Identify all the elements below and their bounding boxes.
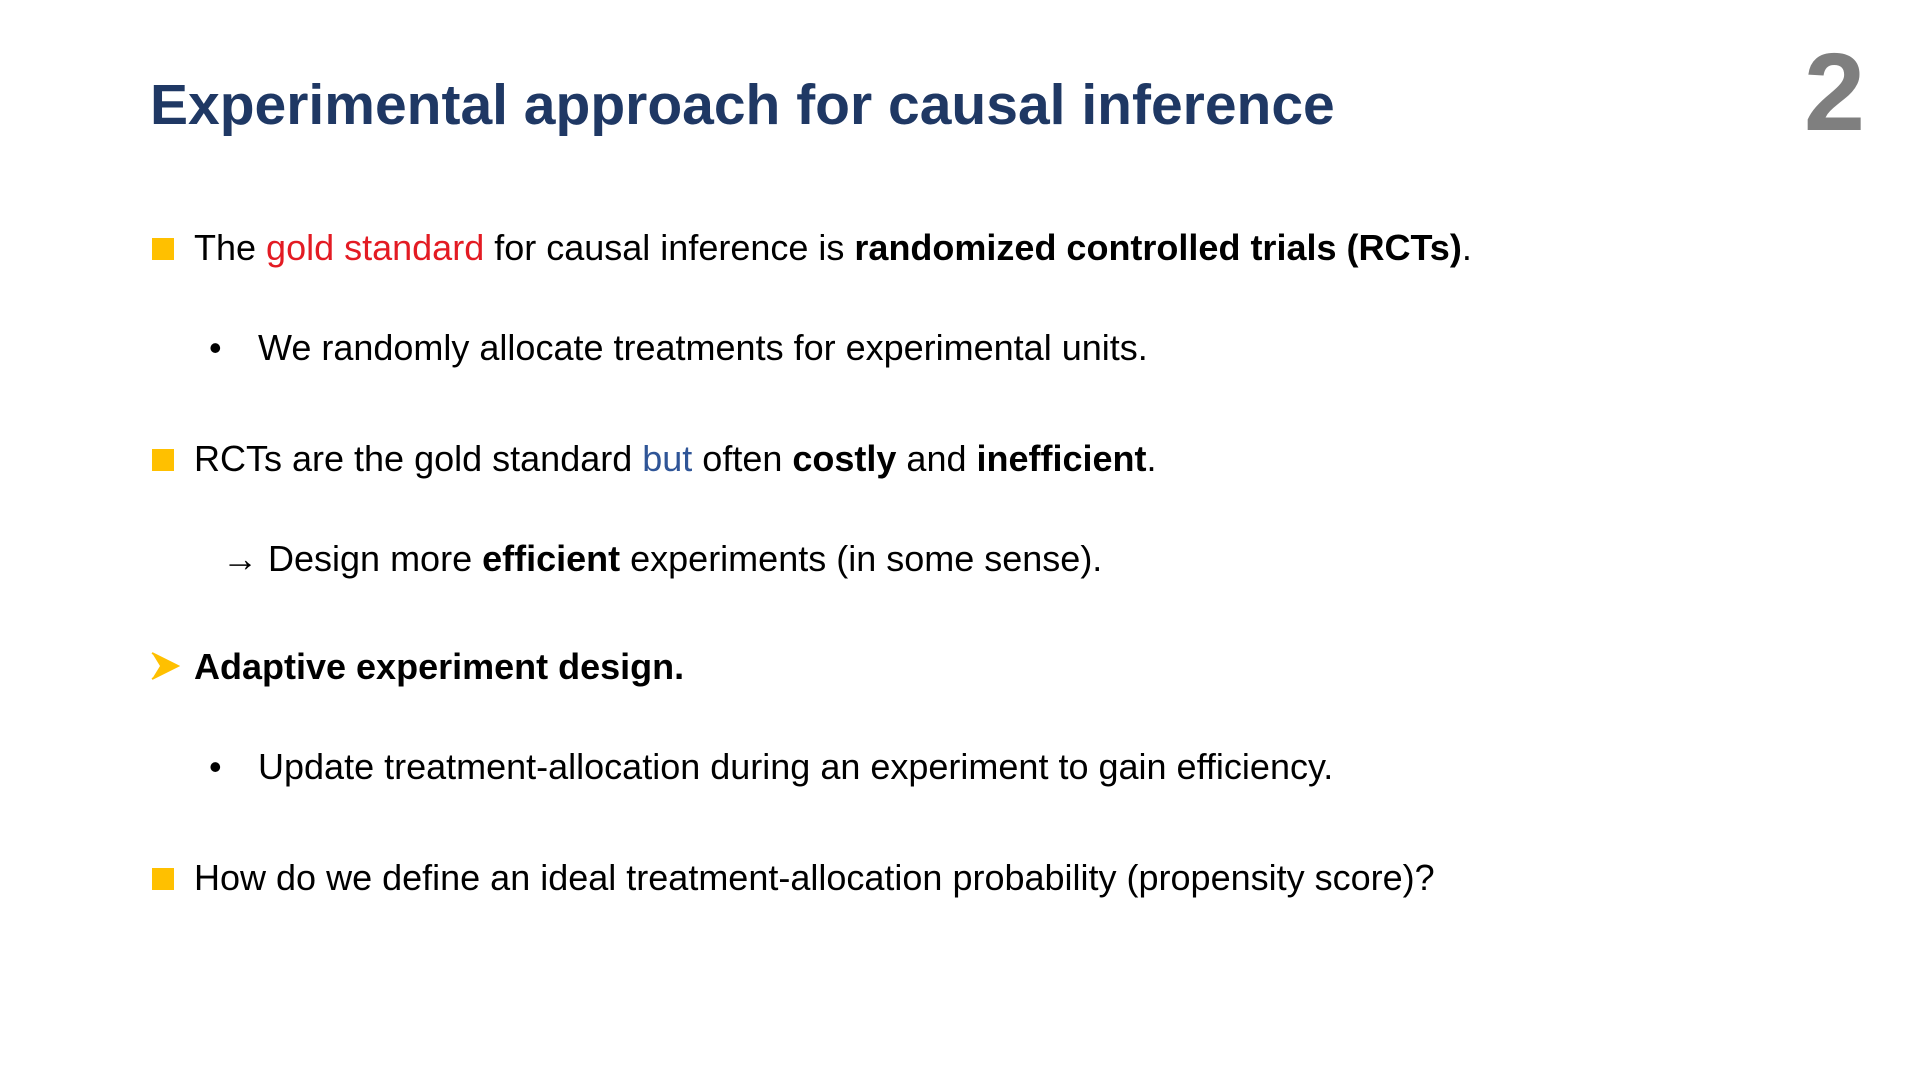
bullet-text: How do we define an ideal treatment-allocation probability (propensity score)? <box>194 857 1435 898</box>
text-segment: experiments (in some sense). <box>620 538 1103 579</box>
dot-bullet-icon: • <box>209 327 222 368</box>
bold-text: Adaptive experiment design. <box>194 646 685 687</box>
right-arrow-icon: → <box>222 538 258 579</box>
dot-bullet-icon: • <box>209 746 222 787</box>
highlight-text: but <box>642 438 693 479</box>
text-segment: The <box>194 227 267 268</box>
text-segment: for causal inference is <box>484 227 855 268</box>
square-bullet-icon <box>152 449 174 471</box>
bullet-text <box>194 645 684 689</box>
bold-text: inefficient <box>976 438 1147 479</box>
page-number: 2 <box>1803 31 1865 154</box>
sub-bullet-text: Update treatment-allocation during an experiment to gain efficiency. <box>258 746 1334 787</box>
bold-text: costly <box>792 438 897 479</box>
text-segment: Design more <box>258 538 483 579</box>
square-bullet-icon <box>152 868 174 890</box>
text-segment: . <box>1146 438 1157 479</box>
square-bullet-icon <box>152 238 174 260</box>
highlight-text: gold standard <box>266 227 485 268</box>
sub-bullet-text: We randomly allocate treatments for experimental units. <box>258 327 1148 368</box>
text-segment: and <box>896 438 977 479</box>
text-segment: . <box>1461 227 1472 268</box>
arrowhead-bullet-icon <box>150 651 180 681</box>
bullet-text <box>194 226 1472 270</box>
text-segment: often <box>692 438 793 479</box>
bold-text: randomized controlled trials (RCTs) <box>854 227 1462 268</box>
text-segment: RCTs are the gold standard <box>194 438 643 479</box>
arrow-item-text <box>222 537 1102 581</box>
slide-title: Experimental approach for causal inference <box>150 73 1335 137</box>
bullet-text <box>194 437 1157 481</box>
bold-text: efficient <box>482 538 621 579</box>
